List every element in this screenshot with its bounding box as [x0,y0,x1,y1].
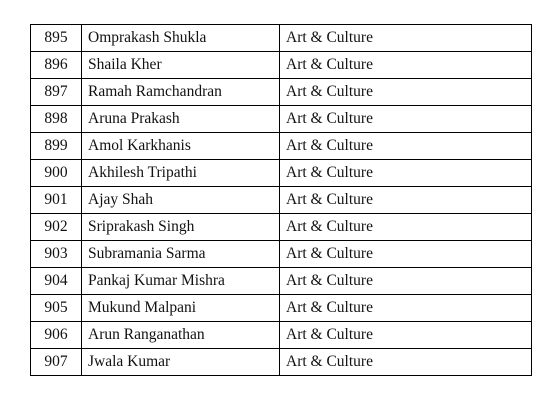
name-cell: Subramania Sarma [82,241,280,268]
name-cell: Akhilesh Tripathi [82,160,280,187]
category-cell: Art & Culture [280,133,532,160]
row-number-cell: 906 [31,322,82,349]
table-row [31,349,532,376]
table-row [31,295,532,322]
row-number-cell: 903 [31,241,82,268]
row-number-cell: 898 [31,106,82,133]
table-row [31,133,532,160]
category-cell: Art & Culture [280,295,532,322]
name-cell: Shaila Kher [82,52,280,79]
name-cell: Aruna Prakash [82,106,280,133]
name-cell: Ramah Ramchandran [82,79,280,106]
row-number-cell: 905 [31,295,82,322]
row-number-cell: 904 [31,268,82,295]
name-cell: Amol Karkhanis [82,133,280,160]
table-row [31,241,532,268]
category-cell: Art & Culture [280,214,532,241]
table-row [31,52,532,79]
name-cell: Ajay Shah [82,187,280,214]
table-row [31,160,532,187]
category-cell: Art & Culture [280,349,532,376]
category-cell: Art & Culture [280,160,532,187]
category-cell: Art & Culture [280,322,532,349]
row-number-cell: 896 [31,52,82,79]
table-row [31,25,532,52]
category-cell: Art & Culture [280,106,532,133]
row-number-cell: 899 [31,133,82,160]
category-cell: Art & Culture [280,268,532,295]
name-cell: Jwala Kumar [82,349,280,376]
name-cell: Mukund Malpani [82,295,280,322]
name-cell: Omprakash Shukla [82,25,280,52]
name-cell: Arun Ranganathan [82,322,280,349]
row-number-cell: 897 [31,79,82,106]
category-cell: Art & Culture [280,52,532,79]
row-number-cell: 907 [31,349,82,376]
name-cell: Pankaj Kumar Mishra [82,268,280,295]
table-row [31,268,532,295]
category-cell: Art & Culture [280,187,532,214]
row-number-cell: 902 [31,214,82,241]
row-number-cell: 895 [31,25,82,52]
row-number-cell: 901 [31,187,82,214]
awardee-table [30,24,532,376]
category-cell: Art & Culture [280,25,532,52]
table-body [31,25,532,376]
table-row [31,214,532,241]
name-cell: Sriprakash Singh [82,214,280,241]
category-cell: Art & Culture [280,79,532,106]
row-number-cell: 900 [31,160,82,187]
awardee-table-container [30,24,531,376]
category-cell: Art & Culture [280,241,532,268]
table-row [31,322,532,349]
table-row [31,187,532,214]
table-row [31,79,532,106]
table-row [31,106,532,133]
